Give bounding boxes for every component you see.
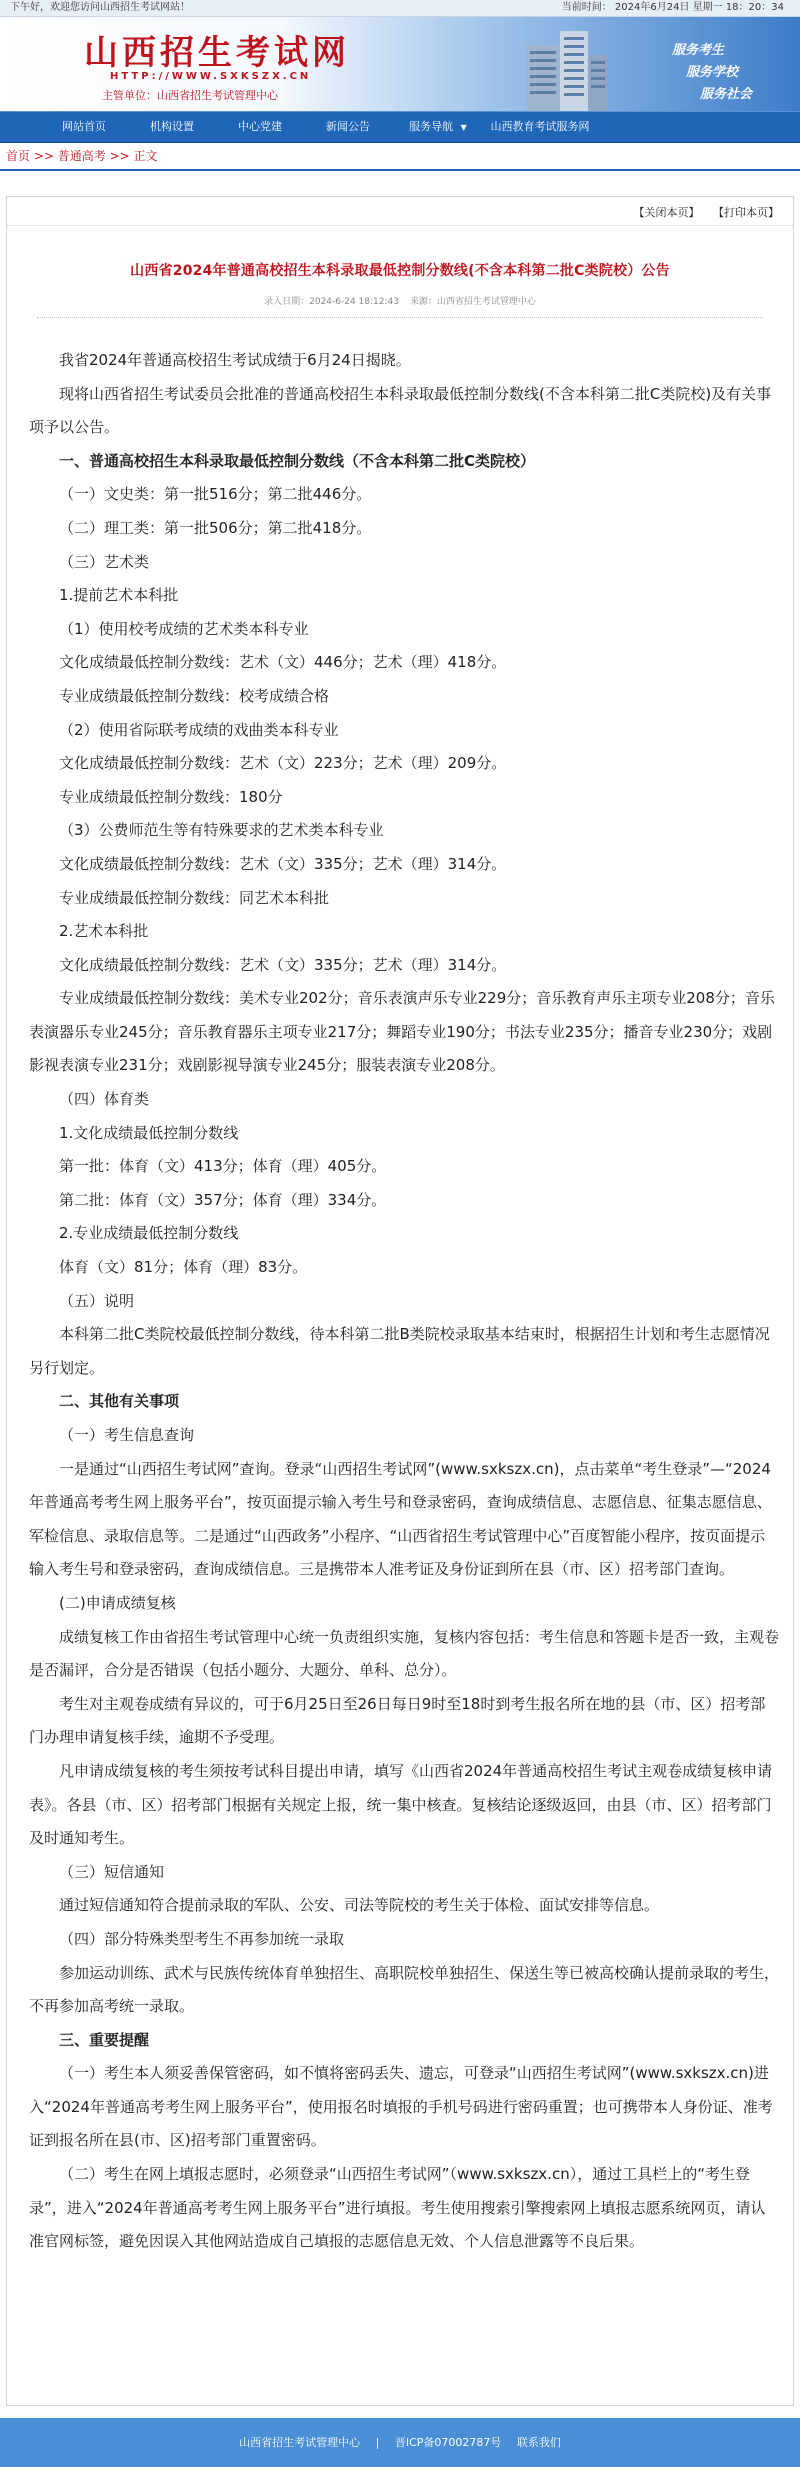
print-page-button[interactable]: 【打印本页】 <box>713 206 779 219</box>
article-paragraph: 第一批：体育（文）413分；体育（理）405分。 <box>59 1157 387 1176</box>
slogan-group <box>672 39 782 105</box>
article-paragraph: （一）考生本人须妥善保管密码，如不慎将密码丢失、遗忘，可登录“山西招生考试网”(www.sxkszx.cn)进入“2024年普通高考考生网上服务平台”，使用报名时填报的手机号码进行密码重置；也可携带本人身份证、准考证到报名所在县(市、区)招考部门重置密码。 <box>29 2064 773 2150</box>
article-paragraph: 体育（文）81分；体育（理）83分。 <box>59 1258 308 1277</box>
article-paragraph: 现将山西省招生考试委员会批准的普通高校招生本科录取最低控制分数线(不含本科第二批C类院校)及有关事项予以公告。 <box>29 384 772 437</box>
article-paragraph: （一）文史类：第一批516分；第二批446分。 <box>59 485 372 504</box>
section-heading: 二、其他有关事项 <box>59 1392 180 1411</box>
article-paragraph: 2.艺术本科批 <box>59 922 149 941</box>
nav-item-party[interactable]: 中心党建 <box>238 120 282 133</box>
article-paragraph: （三）短信通知 <box>59 1862 165 1881</box>
article-meta <box>7 294 793 307</box>
welcome-text: 下午好，欢迎您访问山西招生考试网站！ <box>10 2 190 13</box>
main-nav <box>0 111 800 143</box>
nav-item-exam-service[interactable]: 山西教育考试服务网 <box>490 120 590 133</box>
article-paragraph: （四）体育类 <box>59 1090 150 1109</box>
article-source: 来源：山西省招生考试管理中心 <box>409 297 536 307</box>
article-paragraph: （三）艺术类 <box>59 552 150 571</box>
article-date: 录入日期：2024-6-24 18:12:43 <box>264 297 399 307</box>
article-paragraph: 文化成绩最低控制分数线：艺术（文）335分；艺术（理）314分。 <box>59 955 507 974</box>
close-page-button[interactable]: 【关闭本页】 <box>633 206 700 219</box>
nav-item-service-guide[interactable] <box>392 112 484 142</box>
nav-item-home[interactable]: 网站首页 <box>62 120 106 133</box>
site-logo-title[interactable]: 山西招生考试网 <box>84 33 350 73</box>
article-paragraph: 第二批：体育（文）357分；体育（理）334分。 <box>59 1190 387 1209</box>
article-paragraph: 考生对主观卷成绩有异议的，可于6月25日至26日每日9时至18时到考生报名所在地的县（市、区）招考部门办理申请复核手续，逾期不予受理。 <box>29 1694 766 1747</box>
footer-separator: | <box>375 2436 380 2449</box>
article-paragraph: (二)申请成绩复核 <box>59 1593 176 1612</box>
article-paragraph: （2）使用省际联考成绩的戏曲类本科专业 <box>59 720 339 739</box>
article-paragraph: 专业成绩最低控制分数线：180分 <box>59 787 283 806</box>
breadcrumb-current: 正文 <box>133 149 158 163</box>
footer-icp[interactable]: 晋ICP备07002787号 <box>394 2436 502 2449</box>
article-toolbar <box>7 197 793 226</box>
article-paragraph: 2.专业成绩最低控制分数线 <box>59 1224 239 1243</box>
article-container <box>6 196 794 2406</box>
dropdown-arrow-icon: ▼ <box>460 123 467 132</box>
site-url: HTTP://WWW.SXKSZX.CN <box>110 71 312 82</box>
article-paragraph: （四）部分特殊类型考生不再参加统一录取 <box>59 1929 345 1948</box>
breadcrumb-section[interactable]: 普通高考 <box>57 149 106 163</box>
article-paragraph: 凡申请成绩复核的考生须按考试科目提出申请，填写《山西省2024年普通高校招生考试主观卷成绩复核申请表》。各县（市、区）招考部门根据有关规定上报，统一集中核查。复核结论逐级返回，由县（市、区）招考部门及时通知考生。 <box>29 1761 773 1848</box>
article-paragraph: 专业成绩最低控制分数线：同艺术本科批 <box>59 888 330 907</box>
article-paragraph: 参加运动训练、武术与民族传统体育单独招生、高职院校单独招生、保送生等已被高校确认提前录取的考生，不再参加高考统一录取。 <box>29 1963 780 2016</box>
breadcrumb-separator: >> <box>30 149 58 163</box>
footer-org: 山西省招生考试管理中心 <box>239 2436 361 2449</box>
slogan-serve-students: 服务考生 <box>672 43 725 58</box>
section-heading: 一、普通高校招生本科录取最低控制分数线（不含本科第二批C类院校） <box>59 451 536 470</box>
current-datetime: 当前时间： 2024年6月24日 星期一 18：20：34 <box>561 2 784 13</box>
building-illustration <box>516 25 608 111</box>
breadcrumb-home[interactable]: 首页 <box>6 149 31 163</box>
article-paragraph: 通过短信通知符合提前录取的军队、公安、司法等院校的考生关于体检、面试安排等信息。 <box>59 1896 660 1915</box>
article-paragraph: 文化成绩最低控制分数线：艺术（文）223分；艺术（理）209分。 <box>59 754 507 773</box>
slogan-serve-society: 服务社会 <box>700 87 753 102</box>
article-paragraph: （五）说明 <box>59 1291 135 1310</box>
article-paragraph: 文化成绩最低控制分数线：艺术（文）335分；艺术（理）314分。 <box>59 854 507 873</box>
article-paragraph: 1.文化成绩最低控制分数线 <box>59 1123 239 1142</box>
nav-item-service-guide-label: 服务导航 <box>409 120 454 133</box>
site-footer <box>0 2418 800 2467</box>
slogan-serve-schools: 服务学校 <box>686 65 739 80</box>
article-paragraph: 成绩复核工作由省招生考试管理中心统一负责组织实施，复核内容包括：考生信息和答题卡是否一致，主观卷是否漏评，合分是否错误（包括小题分、大题分、单科、总分）。 <box>29 1627 780 1680</box>
breadcrumb-separator: >> <box>105 149 134 163</box>
article-paragraph: 本科第二批C类院校最低控制分数线，待本科第二批B类院校录取基本结束时，根据招生计划和考生志愿情况另行划定。 <box>29 1325 770 1377</box>
article-paragraph: 1.提前艺术本科批 <box>59 586 179 605</box>
article-paragraph: 专业成绩最低控制分数线：校考成绩合格 <box>59 686 330 705</box>
article-paragraph: （3）公费师范生等有特殊要求的艺术类本科专业 <box>59 821 384 840</box>
nav-item-organization[interactable]: 机构设置 <box>150 120 194 133</box>
article-paragraph: 文化成绩最低控制分数线：艺术（文）446分；艺术（理）418分。 <box>59 653 507 672</box>
sponsor-text: 主管单位：山西省招生考试管理中心 <box>102 89 278 102</box>
article-paragraph: （二）理工类：第一批506分；第二批418分。 <box>59 518 372 537</box>
top-bar <box>0 0 800 17</box>
article-paragraph: （1）使用校考成绩的艺术类本科专业 <box>59 619 309 638</box>
footer-contact[interactable]: 联系我们 <box>516 2436 561 2449</box>
article-paragraph: 我省2024年普通高校招生考试成绩于6月24日揭晓。 <box>59 351 411 369</box>
section-heading: 三、重要提醒 <box>59 2030 150 2049</box>
article-paragraph: （一）考生信息查询 <box>59 1426 195 1444</box>
nav-item-news[interactable]: 新闻公告 <box>326 120 370 133</box>
article-paragraph: 一是通过“山西招生考试网”查询。登录“山西招生考试网”(www.sxkszx.cn)，点击菜单“考生登录”—“2024年普通高考考生网上服务平台”，按页面提示输入考生号和登录密码，查询成绩信息、志愿信息、征集志愿信息、军检信息、录取信息等。二是通过“山西政务”小程序、“山西省招生考试管理中心”百度智能小程序，按页面提示输入考生号和登录密码，查询成绩信息。三是携带本人准考证及身份证到所在县（市、区）招考部门查询。 <box>29 1459 772 1579</box>
article-body <box>7 318 793 2259</box>
article-paragraph: （二）考生在网上填报志愿时，必须登录“山西招生考试网”（www.sxkszx.cn），通过工具栏上的“考生登录”，进入“2024年普通高考考生网上服务平台”进行填报。考生使用搜索引擎搜索网上填报志愿系统网页，请认准官网标签，避免因误入其他网站造成自己填报的志愿信息无效、个人信息泄露等不良后果。 <box>29 2165 766 2251</box>
article-paragraph: 专业成绩最低控制分数线：美术专业202分；音乐表演声乐专业229分；音乐教育声乐主项专业208分；音乐表演器乐专业245分；音乐教育器乐主项专业217分；舞蹈专业190分；书法专业235分；播音专业230分；戏剧影视表演专业231分；戏剧影视导演专业245分；服装表演专业208分。 <box>29 989 775 1075</box>
article-title: 山西省2024年普通高校招生本科录取最低控制分数线(不含本科第二批C类院校）公告 <box>130 263 670 279</box>
site-banner <box>0 17 800 111</box>
breadcrumb <box>0 143 800 171</box>
